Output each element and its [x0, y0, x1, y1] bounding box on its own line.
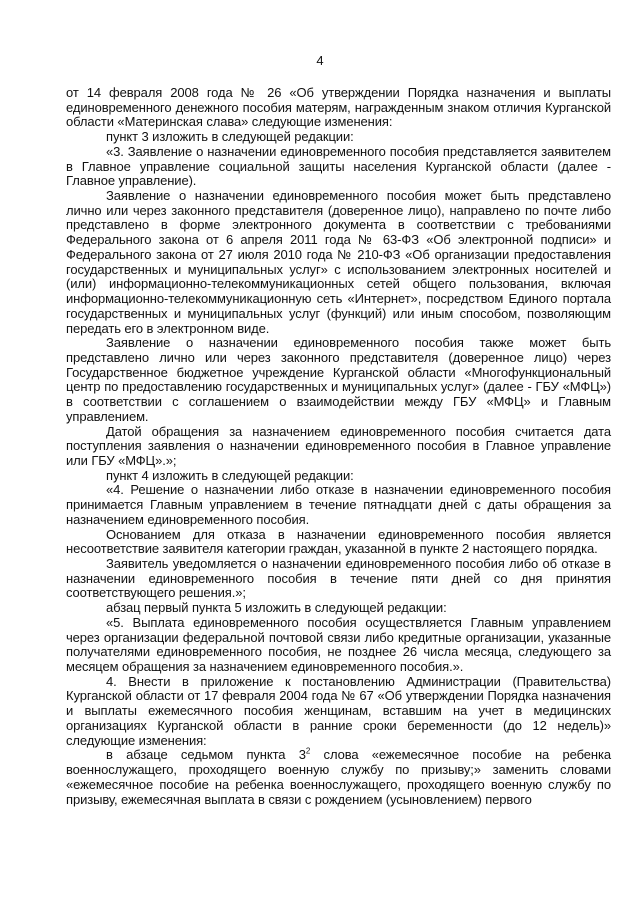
page-number: 4	[316, 53, 324, 68]
paragraph-item-4-decision: «4. Решение о назначении либо отказе в назначении единовременного пособия принимается Главным управлением в течение пятнадцати дней с даты обращения за назначением единовременного пособия.	[66, 482, 611, 527]
paragraph-notification: Заявитель уведомляется о назначении единовременного пособия либо об отказе в назначении единовременного пособия в течение пяти дней со дня принятия соответствующего решения.»;	[66, 556, 611, 601]
document-body	[66, 86, 611, 807]
paragraph-item-3-heading: пункт 3 изложить в следующей редакции:	[106, 129, 354, 145]
paragraph-item-5-payment: «5. Выплата единовременного пособия осуществляется Главным управлением через организации федеральной почтовой связи либо кредитные организации, указанные получателями единовременного пособия, не позднее 26 числа месяца, следующего за месяцем обращения за назначением единовременного пособия.».	[66, 614, 611, 675]
text-before-superscript: в абзаце седьмом пункта 3	[106, 747, 306, 763]
paragraph-application-mfc: Заявление о назначении единовременного пособия также может быть представлено лично или через законного представителя (доверенное лицо) через Государственное бюджетное учреждение Курганской области «Многофункциональный центр по предоставлению государственных и муниципальных услуг» (далее - ГБУ «МФЦ») в соответствии с соглашением о взаимодействии между ГБУ «МФЦ» и Главным управлением.	[66, 335, 611, 424]
paragraph-application-date: Датой обращения за назначением единовременного пособия считается дата поступления заявления о назначении единовременного пособия в Главное управление или ГБУ «МФЦ».»;	[66, 423, 611, 468]
text-after-superscript: слова «ежемесячное пособие на ребенка военнослужащего, проходящего военную службу по призыву;» заменить словами «ежемесячное пособие на ребенка военнослужащего, проходящего военную службу по призыву, ежемесячная выплата в связи с рождением (усыновлением) первого	[66, 747, 611, 807]
paragraph-refusal-grounds: Основанием для отказа в назначении единовременного пособия является несоответствие заявителя категории граждан, указанной в пункте 2 настоящего порядка.	[66, 526, 611, 557]
paragraph-application-methods: Заявление о назначении единовременного пособия может быть представлено лично или через законного представителя (доверенное лицо), направлено по почте либо представлено в форме электронного документа в соответствии с требованиями Федерального закона от 6 апреля 2011 года № 63-ФЗ «Об электронной подписи» и Федерального закона от 27 июля 2010 года № 210-ФЗ «Об организации предоставления государственных и муниципальных услуг» с использованием электронных носителей и (или) информационно-телекоммуникационных сетей общего пользования, включая информационно-телекоммуникационную сеть «Интернет», посредством Единого портала государственных и муниципальных услуг (функций) или иным способом, позволяющим передать его в электронном виде.	[66, 188, 611, 336]
paragraph-section-4-amendment: 4. Внести в приложение к постановлению Администрации (Правительства) Курганской области от 17 февраля 2004 года № 67 «Об утверждении Порядка назначения и выплаты ежемесячного пособия женщинам, вставшим на учет в медицинских организациях Курганской области в ранние сроки беременности (до 12 недель)» следующие изменения:	[66, 673, 611, 748]
paragraph-item-4-heading: пункт 4 изложить в следующей редакции:	[106, 467, 354, 483]
superscript-number: 2	[305, 747, 311, 757]
paragraph-item-3-2-change	[66, 748, 611, 807]
paragraph-resolution-reference: от 14 февраля 2008 года № 26 «Об утверждении Порядка назначения и выплаты единовременного денежного пособия матерям, награжденным знаком отличия Курганской области «Материнская слава» следующие изменения:	[66, 85, 611, 130]
paragraph-item-3-text: «3. Заявление о назначении единовременного пособия представляется заявителем в Главное управление социальной защиты населения Курганской области (далее - Главное управление).	[66, 143, 611, 189]
paragraph-item-5-heading: абзац первый пункта 5 изложить в следующей редакции:	[106, 600, 447, 616]
